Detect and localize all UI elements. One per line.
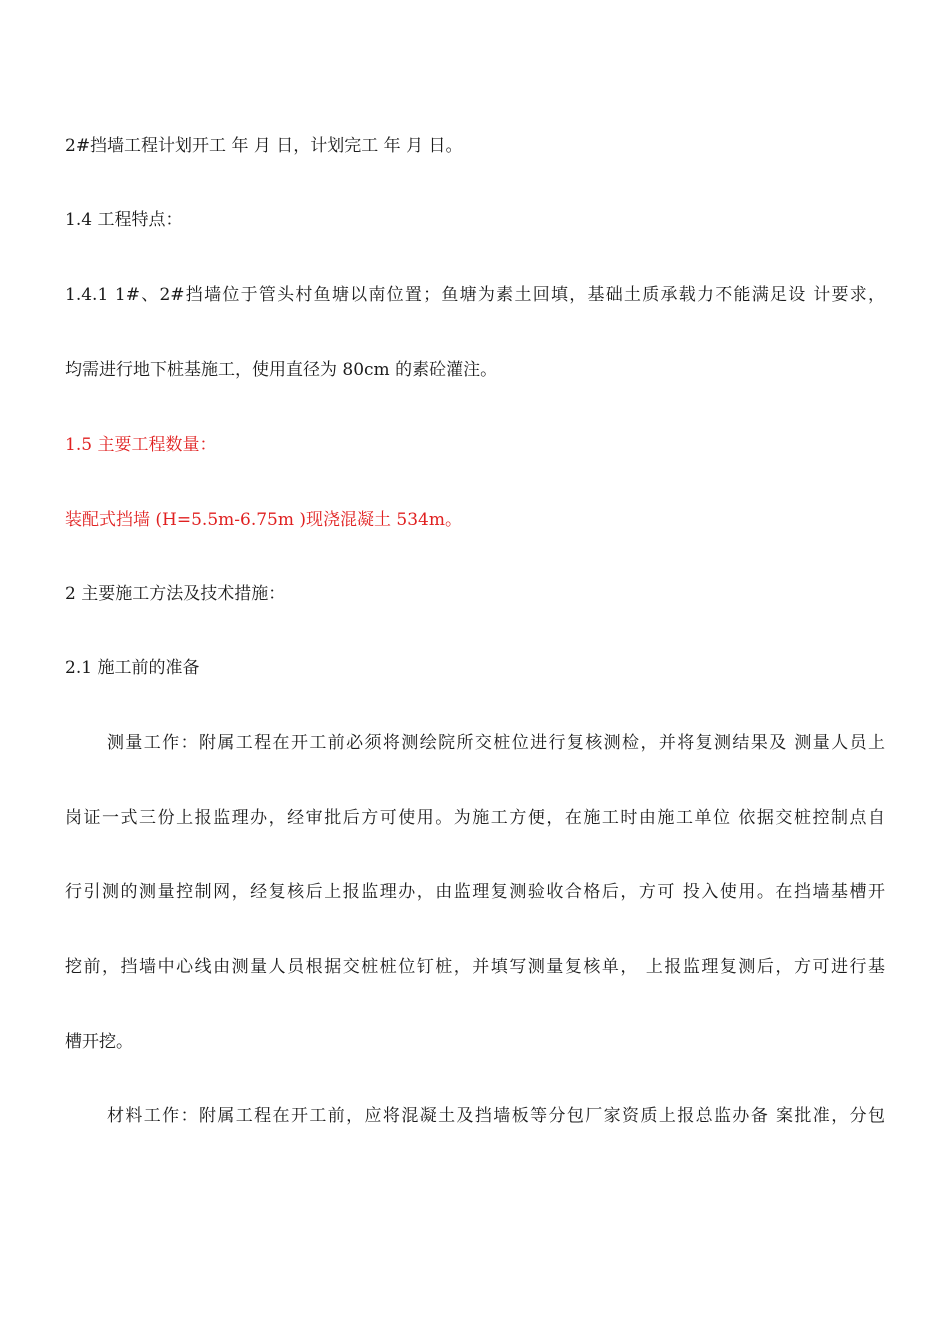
section-heading-1-5: 1.5 主要工程数量： <box>65 435 217 455</box>
section-heading-2-1: 2.1 施工前的准备 <box>65 658 200 678</box>
survey-paragraph-line-4: 挖前，挡墙中心线由测量人员根据交桩桩位钉桩，并填写测量复核单， 上报监理复测后，方可进行基 <box>65 957 885 977</box>
survey-paragraph-line-2: 岗证一式三份上报监理办，经审批后方可使用。为施工方便，在施工时由施工单位 依据交桩控制点自 <box>65 808 885 828</box>
schedule-line: 2#挡墙工程计划开工 年 月 日，计划完工 年 月 日。 <box>65 136 463 156</box>
section-heading-2: 2 主要施工方法及技术措施： <box>65 584 286 604</box>
quantity-line: 装配式挡墙 (H=5.5m-6.75m )现浇混凝土 534m。 <box>65 510 462 530</box>
paragraph-1-4-1-line-2: 均需进行地下桩基施工，使用直径为 80cm 的素砼灌注。 <box>65 360 498 380</box>
survey-paragraph-line-3: 行引测的测量控制网，经复核后上报监理办，由监理复测验收合格后，方可 投入使用。在挡墙基槽开 <box>65 882 885 902</box>
survey-paragraph-line-5: 槽开挖。 <box>65 1032 133 1052</box>
paragraph-1-4-1-line-1: 1.4.1 1#、2#挡墙位于管头村鱼塘以南位置；鱼塘为素土回填，基础土质承载力不能满足设 计要求， <box>65 285 885 305</box>
material-paragraph-line-1: 材料工作：附属工程在开工前，应将混凝土及挡墙板等分包厂家资质上报总监办备 案批准，分包 <box>107 1106 885 1126</box>
survey-paragraph-line-1: 测量工作：附属工程在开工前必须将测绘院所交桩位进行复核测检，并将复测结果及 测量人员上 <box>107 733 885 753</box>
section-heading-1-4: 1.4 工程特点： <box>65 210 183 230</box>
